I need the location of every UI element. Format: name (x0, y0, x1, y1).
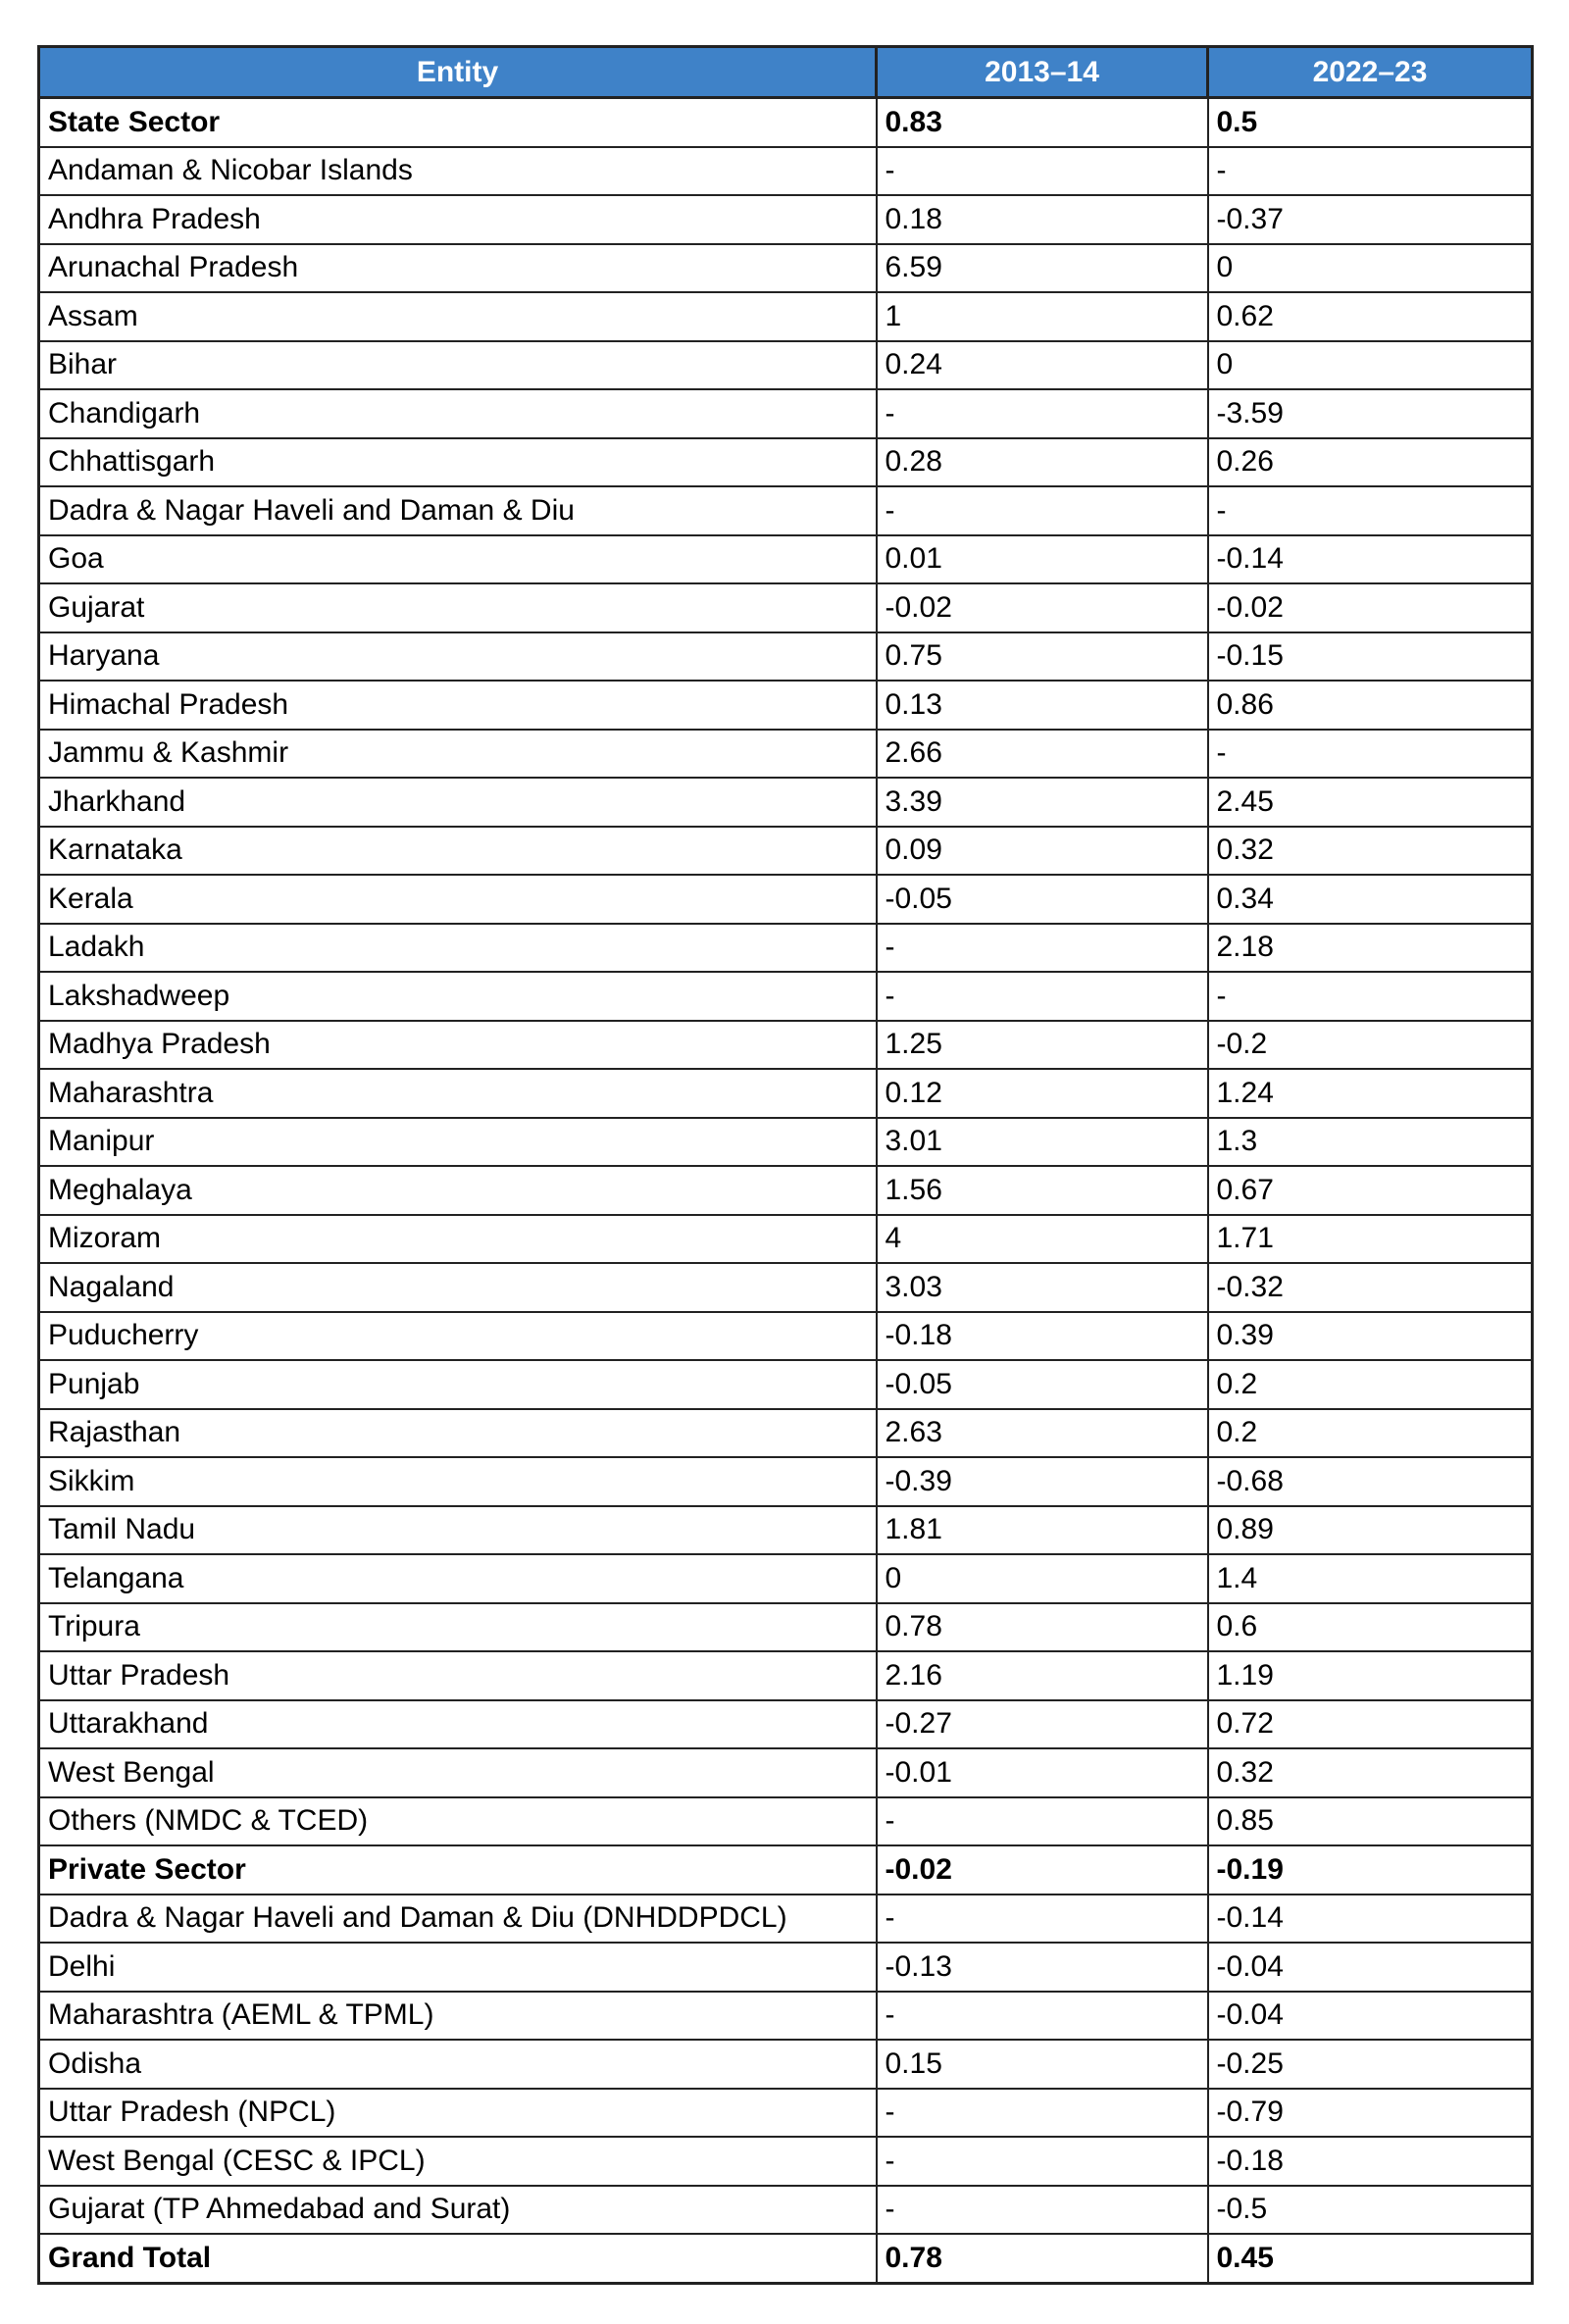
cell-2022-23: 0.32 (1208, 1748, 1533, 1797)
cell-2013-14: 0.83 (877, 98, 1208, 147)
table-row (39, 2040, 1533, 2089)
cell-entity: Punjab (39, 1360, 877, 1409)
cell-2022-23: 1.3 (1208, 1118, 1533, 1167)
cell-entity: Andhra Pradesh (39, 195, 877, 244)
cell-2022-23: - (1208, 972, 1533, 1021)
cell-2013-14: -0.05 (877, 875, 1208, 924)
cell-entity: Kerala (39, 875, 877, 924)
cell-entity: Uttar Pradesh (NPCL) (39, 2089, 877, 2138)
cell-2013-14: - (877, 972, 1208, 1021)
cell-entity: Chandigarh (39, 389, 877, 438)
table-row (39, 924, 1533, 973)
cell-entity: Arunachal Pradesh (39, 244, 877, 293)
cell-2022-23: 1.24 (1208, 1069, 1533, 1118)
cell-2013-14: 1 (877, 292, 1208, 341)
cell-2013-14: 0.78 (877, 2234, 1208, 2283)
cell-2022-23: -3.59 (1208, 389, 1533, 438)
cell-entity: Haryana (39, 632, 877, 682)
cell-2022-23: -0.18 (1208, 2137, 1533, 2186)
cell-entity: Andaman & Nicobar Islands (39, 147, 877, 196)
cell-entity: Gujarat (TP Ahmedabad and Surat) (39, 2186, 877, 2235)
cell-2013-14: - (877, 1895, 1208, 1944)
cell-entity: Dadra & Nagar Haveli and Daman & Diu (DNHDDPDCL) (39, 1895, 877, 1944)
table-row (39, 389, 1533, 438)
cell-2022-23: -0.19 (1208, 1845, 1533, 1895)
cell-2013-14: 3.01 (877, 1118, 1208, 1167)
cell-2013-14: 2.66 (877, 730, 1208, 779)
cell-2013-14: -0.02 (877, 583, 1208, 632)
cell-2022-23: 1.71 (1208, 1215, 1533, 1264)
cell-2022-23: 1.19 (1208, 1651, 1533, 1700)
cell-entity: West Bengal (39, 1748, 877, 1797)
cell-2013-14: 0 (877, 1554, 1208, 1603)
cell-2013-14: - (877, 1992, 1208, 2041)
cell-2013-14: -0.05 (877, 1360, 1208, 1409)
cell-2013-14: 0.13 (877, 681, 1208, 730)
table-row (39, 1651, 1533, 1700)
cell-entity: Bihar (39, 341, 877, 390)
table-row (39, 1845, 1533, 1895)
cell-2013-14: - (877, 1797, 1208, 1846)
cell-2013-14: - (877, 389, 1208, 438)
table-row (39, 244, 1533, 293)
table-row (39, 1021, 1533, 1070)
table-row (39, 1992, 1533, 2041)
table-row (39, 681, 1533, 730)
cell-2013-14: 2.63 (877, 1409, 1208, 1458)
table-row (39, 1069, 1533, 1118)
table-row (39, 1263, 1533, 1312)
cell-2022-23: 0.32 (1208, 827, 1533, 876)
cell-2022-23: -0.68 (1208, 1457, 1533, 1506)
cell-2022-23: - (1208, 730, 1533, 779)
cell-entity: Karnataka (39, 827, 877, 876)
data-table (37, 45, 1534, 2285)
cell-2022-23: 0.2 (1208, 1409, 1533, 1458)
cell-entity: Rajasthan (39, 1409, 877, 1458)
cell-2013-14: -0.01 (877, 1748, 1208, 1797)
table-row (39, 1360, 1533, 1409)
cell-2022-23: 0.86 (1208, 681, 1533, 730)
cell-entity: Jharkhand (39, 778, 877, 827)
table-body (39, 98, 1533, 2284)
table-row (39, 1506, 1533, 1555)
table-row (39, 2186, 1533, 2235)
cell-2022-23: -0.04 (1208, 1992, 1533, 2041)
cell-2013-14: 0.12 (877, 1069, 1208, 1118)
cell-2022-23: -0.32 (1208, 1263, 1533, 1312)
cell-2013-14: 0.78 (877, 1603, 1208, 1652)
cell-entity: Goa (39, 535, 877, 584)
cell-entity: Maharashtra (AEML & TPML) (39, 1992, 877, 2041)
cell-2013-14: 0.09 (877, 827, 1208, 876)
table-row (39, 341, 1533, 390)
cell-entity: Gujarat (39, 583, 877, 632)
cell-2013-14: - (877, 2137, 1208, 2186)
cell-2013-14: 6.59 (877, 244, 1208, 293)
table-row (39, 875, 1533, 924)
cell-2022-23: -0.79 (1208, 2089, 1533, 2138)
cell-2022-23: -0.02 (1208, 583, 1533, 632)
table-row (39, 1748, 1533, 1797)
cell-2013-14: 0.15 (877, 2040, 1208, 2089)
cell-2013-14: - (877, 486, 1208, 535)
table-row (39, 98, 1533, 147)
cell-entity: Madhya Pradesh (39, 1021, 877, 1070)
cell-entity: Jammu & Kashmir (39, 730, 877, 779)
table-row (39, 1603, 1533, 1652)
cell-entity: Nagaland (39, 1263, 877, 1312)
cell-entity: Assam (39, 292, 877, 341)
cell-entity: Puducherry (39, 1312, 877, 1361)
table-row (39, 438, 1533, 487)
cell-entity: Chhattisgarh (39, 438, 877, 487)
cell-2013-14: 3.03 (877, 1263, 1208, 1312)
header-row (39, 47, 1533, 98)
cell-2022-23: 0 (1208, 341, 1533, 390)
table-row (39, 632, 1533, 682)
cell-2022-23: 0.72 (1208, 1700, 1533, 1749)
header-2013-14: 2013–14 (877, 47, 1208, 98)
cell-2022-23: -0.14 (1208, 1895, 1533, 1944)
cell-2022-23: -0.04 (1208, 1943, 1533, 1992)
cell-2022-23: 1.4 (1208, 1554, 1533, 1603)
cell-2022-23: - (1208, 486, 1533, 535)
table-header (39, 47, 1533, 98)
cell-entity: Grand Total (39, 2234, 877, 2283)
cell-2022-23: 0 (1208, 244, 1533, 293)
cell-2013-14: -0.18 (877, 1312, 1208, 1361)
table-row (39, 147, 1533, 196)
cell-entity: Mizoram (39, 1215, 877, 1264)
table-row (39, 1166, 1533, 1215)
cell-entity: Delhi (39, 1943, 877, 1992)
cell-2013-14: -0.27 (877, 1700, 1208, 1749)
table-row (39, 1409, 1533, 1458)
cell-2013-14: - (877, 147, 1208, 196)
cell-2022-23: 0.62 (1208, 292, 1533, 341)
cell-entity: Manipur (39, 1118, 877, 1167)
cell-2022-23: -0.5 (1208, 2186, 1533, 2235)
cell-entity: Telangana (39, 1554, 877, 1603)
cell-2013-14: 0.24 (877, 341, 1208, 390)
cell-2022-23: 0.34 (1208, 875, 1533, 924)
cell-2013-14: 0.01 (877, 535, 1208, 584)
table-row (39, 1943, 1533, 1992)
cell-entity: Uttar Pradesh (39, 1651, 877, 1700)
cell-2013-14: 4 (877, 1215, 1208, 1264)
cell-2013-14: 0.75 (877, 632, 1208, 682)
cell-entity: Ladakh (39, 924, 877, 973)
cell-2013-14: 1.25 (877, 1021, 1208, 1070)
cell-entity: State Sector (39, 98, 877, 147)
cell-entity: Maharashtra (39, 1069, 877, 1118)
table-row (39, 730, 1533, 779)
table-row (39, 1312, 1533, 1361)
cell-2022-23: -0.37 (1208, 195, 1533, 244)
table-row (39, 2089, 1533, 2138)
table-row (39, 2137, 1533, 2186)
cell-2013-14: - (877, 2186, 1208, 2235)
cell-2022-23: 0.6 (1208, 1603, 1533, 1652)
table-row (39, 486, 1533, 535)
cell-entity: Odisha (39, 2040, 877, 2089)
cell-2022-23: 0.2 (1208, 1360, 1533, 1409)
cell-entity: Tamil Nadu (39, 1506, 877, 1555)
cell-2022-23: 0.85 (1208, 1797, 1533, 1846)
cell-2013-14: 2.16 (877, 1651, 1208, 1700)
cell-2013-14: 0.28 (877, 438, 1208, 487)
table-row (39, 292, 1533, 341)
cell-2013-14: -0.39 (877, 1457, 1208, 1506)
cell-entity: Himachal Pradesh (39, 681, 877, 730)
cell-entity: Sikkim (39, 1457, 877, 1506)
table-row (39, 827, 1533, 876)
cell-2013-14: 1.56 (877, 1166, 1208, 1215)
cell-2013-14: -0.02 (877, 1845, 1208, 1895)
header-2022-23: 2022–23 (1208, 47, 1533, 98)
cell-entity: Meghalaya (39, 1166, 877, 1215)
table-row (39, 583, 1533, 632)
cell-2013-14: 1.81 (877, 1506, 1208, 1555)
cell-2013-14: - (877, 2089, 1208, 2138)
cell-2022-23: 2.18 (1208, 924, 1533, 973)
table-row (39, 1700, 1533, 1749)
table-row (39, 1215, 1533, 1264)
cell-2022-23: 0.89 (1208, 1506, 1533, 1555)
cell-2013-14: - (877, 924, 1208, 973)
cell-2022-23: -0.25 (1208, 2040, 1533, 2089)
cell-2022-23: -0.14 (1208, 535, 1533, 584)
cell-2022-23: -0.2 (1208, 1021, 1533, 1070)
cell-entity: Others (NMDC & TCED) (39, 1797, 877, 1846)
cell-2022-23: - (1208, 147, 1533, 196)
cell-2022-23: 0.5 (1208, 98, 1533, 147)
cell-2022-23: 0.45 (1208, 2234, 1533, 2283)
cell-2022-23: 0.67 (1208, 1166, 1533, 1215)
cell-entity: Dadra & Nagar Haveli and Daman & Diu (39, 486, 877, 535)
table-row (39, 1118, 1533, 1167)
header-entity: Entity (39, 47, 877, 98)
cell-entity: Private Sector (39, 1845, 877, 1895)
cell-2022-23: -0.15 (1208, 632, 1533, 682)
table-row (39, 535, 1533, 584)
cell-2022-23: 0.26 (1208, 438, 1533, 487)
table-row (39, 1797, 1533, 1846)
cell-2022-23: 0.39 (1208, 1312, 1533, 1361)
table-row (39, 1895, 1533, 1944)
table-row (39, 778, 1533, 827)
table-row (39, 1554, 1533, 1603)
cell-entity: Tripura (39, 1603, 877, 1652)
table-row (39, 1457, 1533, 1506)
cell-2022-23: 2.45 (1208, 778, 1533, 827)
cell-entity: Lakshadweep (39, 972, 877, 1021)
cell-entity: West Bengal (CESC & IPCL) (39, 2137, 877, 2186)
table-row (39, 2234, 1533, 2283)
cell-2013-14: 0.18 (877, 195, 1208, 244)
cell-2013-14: -0.13 (877, 1943, 1208, 1992)
cell-2013-14: 3.39 (877, 778, 1208, 827)
table-row (39, 972, 1533, 1021)
table-row (39, 195, 1533, 244)
cell-entity: Uttarakhand (39, 1700, 877, 1749)
